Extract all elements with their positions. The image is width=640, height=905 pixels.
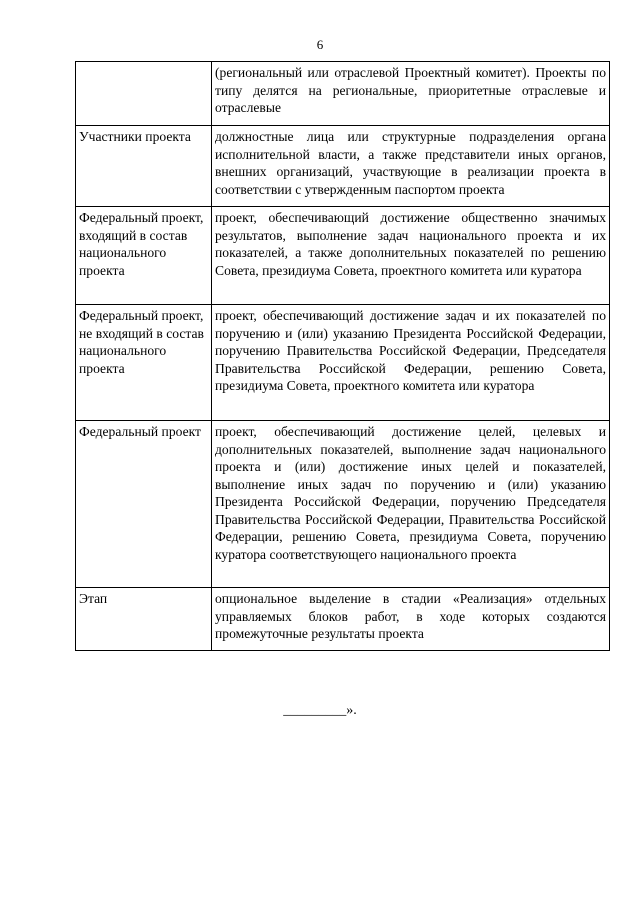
table-row xyxy=(76,305,610,421)
definition-cell: должностные лица или структурные подразделения органа исполнительной власти, а также представители иных органов, внешних организаций, участвующие в реализации проекта в соответствии с утвержденным паспортом проекта xyxy=(212,126,610,207)
term-cell: Участники проекта xyxy=(76,126,212,207)
term-cell: Этап xyxy=(76,588,212,651)
table-row xyxy=(76,207,610,305)
term-cell: Федеральный проект, не входящий в состав национального проекта xyxy=(76,305,212,421)
definition-cell: проект, обеспечивающий достижение задач и их показателей по поручению и (или) указанию Президента Российской Федерации, поручению Правительства Российской Федерации, Председателя Правительства Российской Федерации, решению Совета, президиума Совета, проектного комитета или куратора xyxy=(212,305,610,421)
closing-mark: _________». xyxy=(283,703,357,718)
term-cell xyxy=(76,62,212,126)
term-cell: Федеральный проект, входящий в состав национального проекта xyxy=(76,207,212,305)
definition-cell: (региональный или отраслевой Проектный комитет). Проекты по типу делятся на региональные, приоритетные отраслевые и отраслевые xyxy=(212,62,610,126)
definition-cell: проект, обеспечивающий достижение целей, целевых и дополнительных показателей, выполнение задач национального проекта и (или) достижение иных целей и показателей, выполнение иных задач по поручению и (или) указанию Президента Российской Федерации, поручению Председателя Правительства Российской Федерации, Правительства Российской Федерации, решению Совета, президиума Совета, поручению куратора соответствующего национального проекта xyxy=(212,421,610,588)
definition-cell: опциональное выделение в стадии «Реализация» отдельных управляемых блоков работ, в ходе которых создаются промежуточные результаты проекта xyxy=(212,588,610,651)
table-row xyxy=(76,588,610,651)
page-number: 6 xyxy=(316,37,324,52)
table-row xyxy=(76,126,610,207)
terms-table xyxy=(75,61,610,651)
term-cell: Федеральный проект xyxy=(76,421,212,588)
definition-cell: проект, обеспечивающий достижение общественно значимых результатов, выполнение задач национального проекта и их показателей, а также дополнительных показателей по решению Совета, президиума Совета, проектного комитета или куратора xyxy=(212,207,610,305)
table-row xyxy=(76,421,610,588)
table-row xyxy=(76,62,610,126)
